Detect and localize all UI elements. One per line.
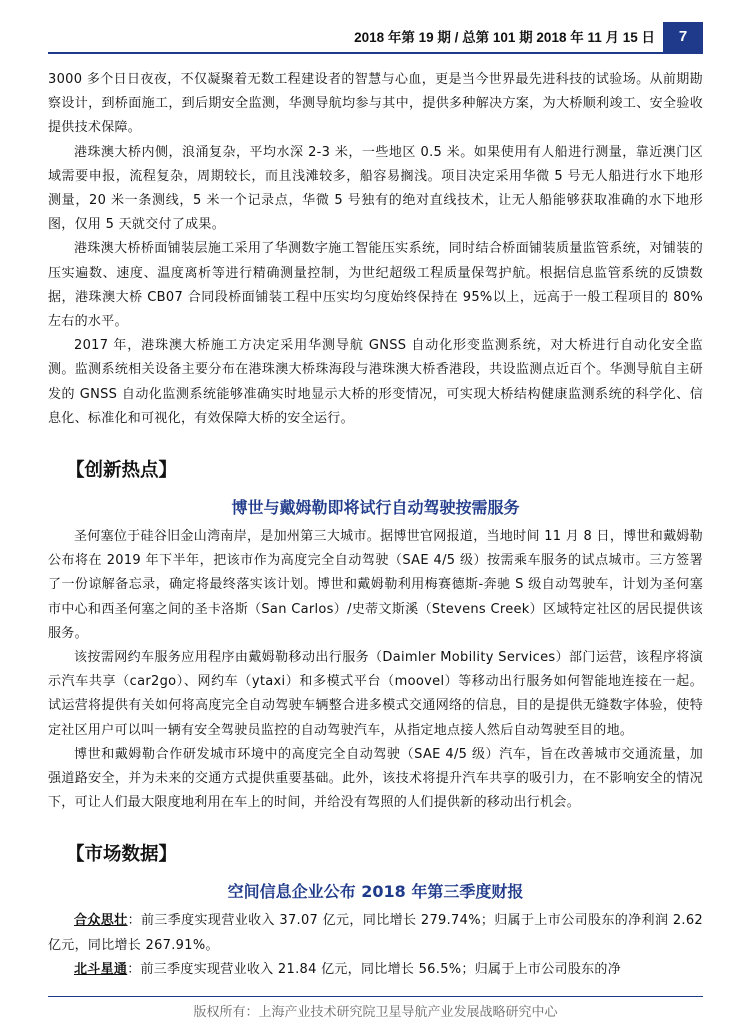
intro-paragraph: 港珠澳大桥内侧，浪涌复杂，平均水深 2-3 米，一些地区 0.5 米。如果使用有人船进行测量，靠近澳门区域需要申报，流程复杂，周期较长，而且浅滩较多，船容易搁浅。项目决定采用华微 5 号无人船进行水下地形测量，20 米一条测线，5 米一个记录点，华微 5 号独有的绝对直线技术，让无人船能够获取准确的水下地形图，仅用 5 天就交付了成果。 bbox=[48, 144, 703, 233]
article-paragraph: 圣何塞位于硅谷旧金山湾南岸，是加州第三大城市。据博世官网报道，当地时间 11 月 8 日，博世和戴姆勒公布将在 2019 年下半年，把该市作为高度完全自动驾驶（SAE 4/5 级）按需乘车服务的试点城市。三方签署了一份谅解备忘录，确定将最终落实该计划。博世和戴姆勒利用梅赛德斯-奔驰 S 级自动驾驶车，计划为圣何塞市中心和西圣何塞之间的圣卡洛斯（San Carlos）/史蒂文斯溪（Stevens Creek）区域特定社区的居民提供该服务。 bbox=[48, 529, 703, 641]
intro-paragraph: 港珠澳大桥桥面铺装层施工采用了华测数字施工智能压实系统，同时结合桥面铺装质量监管系统，对铺装的压实遍数、速度、温度离析等进行精确测量控制，为世纪超级工程质量保驾护航。根据信息监管系统的反馈数据，港珠澳大桥 CB07 合同段桥面铺装工程中压实均匀度始终保持在 95%以上，远高于一般工程项目的 80%左右的水平。 bbox=[48, 241, 703, 330]
company-name: 合众思壮 bbox=[74, 913, 128, 929]
intro-paragraph: 2017 年，港珠澳大桥施工方决定采用华测导航 GNSS 自动化形变监测系统，对大桥进行自动化安全监测。监测系统相关设备主要分布在港珠澳大桥珠海段与港珠澳大桥香港段，共设监测点近百个。华测导航自主研发的 GNSS 自动化监测系统能够准确实时地显示大桥的形变情况，可实现大桥结构健康监测系统的科学化、信息化、标准化和可视化，有效保障大桥的安全运行。 bbox=[48, 338, 703, 426]
market-entry bbox=[48, 909, 703, 957]
company-name: 北斗星通 bbox=[74, 961, 128, 977]
market-entry bbox=[48, 958, 703, 982]
intro-paragraph: 3000 多个日日夜夜，不仅凝聚着无数工程建设者的智慧与心血，更是当今世界最先进科技的试验场。从前期勘察设计，到桥面施工，到后期安全监测，华测导航均参与其中，提供多种解决方案，为大桥顺利竣工、安全验收提供技术保障。 bbox=[48, 72, 703, 136]
article-title-market: 空间信息企业公布 2018 年第三季度财报 bbox=[227, 882, 524, 902]
article-title-innovation: 博世与戴姆勒即将试行自动驾驶按需服务 bbox=[231, 498, 520, 518]
page-footer bbox=[48, 996, 703, 1020]
page-header bbox=[48, 22, 703, 54]
section-heading-innovation: 【创新热点】 bbox=[66, 460, 178, 482]
issue-info: 2018 年第 19 期 / 总第 101 期 2018 年 11 月 15 日 bbox=[354, 30, 655, 45]
section-heading-market: 【市场数据】 bbox=[66, 844, 178, 866]
page-number: 7 bbox=[663, 22, 703, 52]
company-report: ：前三季度实现营业收入 21.84 亿元，同比增长 56.5%；归属于上市公司股东的净 bbox=[127, 961, 622, 977]
article-paragraph: 博世和戴姆勒合作研发城市环境中的高度完全自动驾驶（SAE 4/5 级）汽车，旨在改善城市交通流量，加强道路安全，并为未来的交通方式提供重要基础。此外，该技术将提升汽车共享的吸引力，在不影响安全的情况下，可让人们最大限度地利用在车上的时间，并给没有驾照的人们提供新的移动出行机会。 bbox=[48, 746, 703, 811]
company-report: ：前三季度实现营业收入 37.07 亿元，同比增长 279.74%；归属于上市公司股东的净利润 2.62 亿元，同比增长 267.91%。 bbox=[48, 913, 703, 953]
article-paragraph: 该按需网约车服务应用程序由戴姆勒移动出行服务（Daimler Mobility Services）部门运营，该程序将演示汽车共享（car2go）、网约车（ytaxi）和多模式平台（moovel）等移动出行服务如何智能地连接在一起。试运营将提供有关如何将高度完全自动驾驶车辆整合进多模式交通网络的信息，目的是提供无缝数字体验，使特定社区用户可以叫一辆有安全驾驶员监控的自动驾驶汽车，从指定地点接人然后自动驾驶至目的地。 bbox=[48, 650, 703, 738]
copyright-text: 版权所有：上海产业技术研究院卫星导航产业发展战略研究中心 bbox=[193, 1005, 558, 1020]
page-content bbox=[48, 68, 703, 982]
